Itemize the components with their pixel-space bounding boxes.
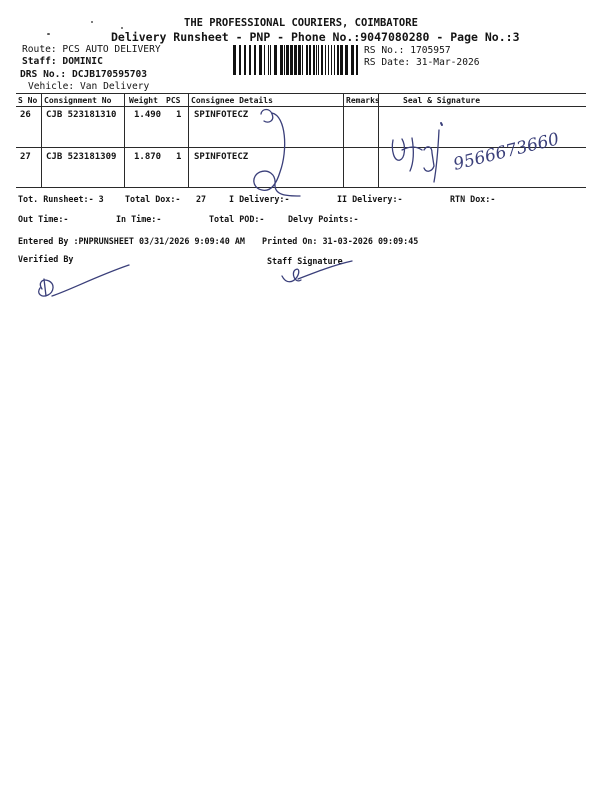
row-consignment: CJB 523181309	[46, 152, 117, 162]
verified-by-signature	[39, 265, 129, 296]
tot-runsheet: Tot. Runsheet:- 3	[18, 194, 104, 204]
ink-dot	[441, 123, 442, 125]
row-pcs: 1	[176, 110, 182, 120]
row-pcs: 1	[176, 152, 182, 162]
vehicle-label: Vehicle: Van Delivery	[28, 81, 150, 92]
signature-cross-line	[434, 130, 439, 182]
company-title: THE PROFESSIONAL COURIERS, COIMBATORE	[184, 17, 418, 29]
row-consignee: SPINFOTECZ	[194, 110, 249, 120]
out-time: Out Time:-	[18, 214, 69, 224]
printed-on: Printed On: 31-03-2026 09:09:45	[262, 236, 419, 246]
staff-signature-label: Staff Signature	[267, 256, 343, 266]
rtn-dox: RTN Dox:-	[450, 194, 496, 204]
total-dox-value: 27	[196, 194, 207, 204]
col-header-pcs: PCS	[166, 96, 181, 105]
receiver-signature	[392, 138, 434, 171]
col-header-remarks: Remarks	[346, 96, 380, 105]
handwriting-overlay	[0, 0, 600, 320]
runsheet-subtitle: Delivery Runsheet - PNP - Phone No.:9047080280 - Page No.:3	[111, 30, 520, 44]
row-weight: 1.870	[134, 152, 162, 162]
col-header-seal-signature: Seal & Signature	[403, 96, 481, 105]
rs-date: RS Date: 31-Mar-2026	[364, 57, 480, 68]
col-header-sno: S No	[18, 96, 38, 105]
total-pod: Total POD:-	[209, 214, 265, 224]
first-delivery: I Delivery:-	[229, 194, 290, 204]
row-consignment: CJB 523181310	[46, 110, 117, 120]
col-header-weight: Weight	[129, 96, 158, 105]
rs-number: RS No.: 1705957	[364, 45, 451, 56]
entered-by: Entered By :PNPRUNSHEET 03/31/2026 9:09:40 AM	[18, 236, 245, 246]
row-sno: 27	[20, 152, 31, 162]
staff-label: Staff: DOMINIC	[22, 56, 103, 67]
row-sno: 26	[20, 110, 31, 120]
consignee-scribble	[254, 110, 300, 197]
col-header-consignee: Consignee Details	[191, 96, 273, 105]
route-label: Route: PCS AUTO DELIVERY	[22, 44, 161, 55]
second-delivery: II Delivery:-	[337, 194, 403, 204]
drs-number: DRS No.: DCJB170595703	[20, 69, 148, 80]
total-dox-label: Total Dox:-	[125, 194, 181, 204]
row-consignee: SPINFOTECZ	[194, 152, 249, 162]
row-weight: 1.490	[134, 110, 162, 120]
col-header-consignment: Consignment No	[44, 96, 112, 105]
staff-signature-mark	[282, 261, 352, 282]
delvy-points: Delvy Points:-	[288, 214, 359, 224]
verified-by-label: Verified By	[18, 254, 74, 264]
in-time: In Time:-	[116, 214, 162, 224]
receiver-phone-handwritten: 9566673660	[451, 129, 562, 175]
